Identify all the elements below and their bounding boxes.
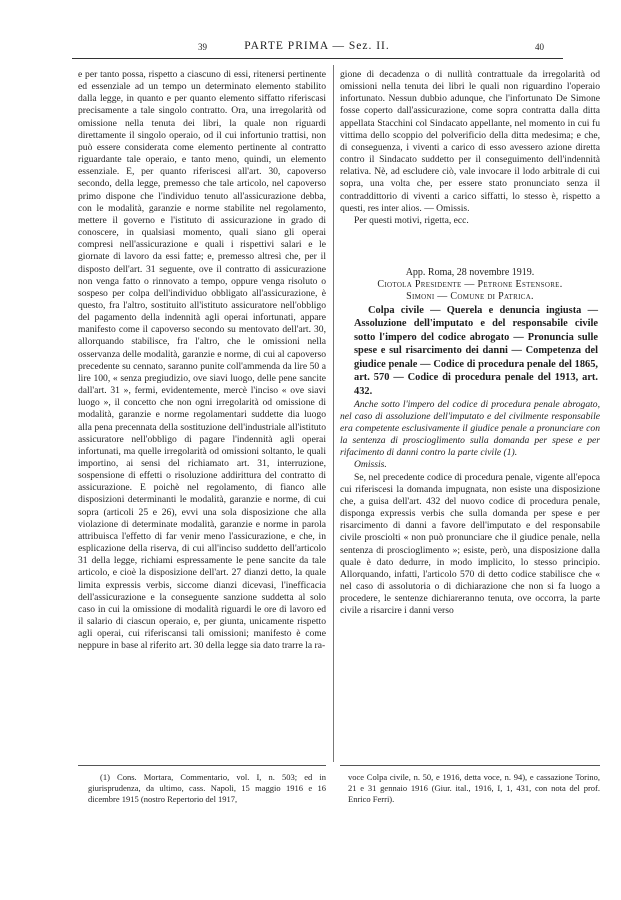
left-paragraph-1: e per tanto possa, rispetto a ciascuno di essi, ritenersi pertinente ed essenziale ad un tempo un determinato elemento stabilito dalla legge, in quanto e per quanto elemento siffatto riferiscasi precisamente a tale singolo contratto. Ora, una irregolarità od omissione nella tenuta dei libri, la quale non riguardi direttamente il singolo operaio, od il cui infortunio trattisi, non può essere considerata come elemento pertinente al contratto riguardante tale operaio, e tanto meno, quindi, un elemento essenziale. E, per quanto riferiscesi all'art. 30, capoverso secondo, della legge, premesso che tale articolo, nel capoverso primo dispone che l'individuo tenuto all'assicurazione debba, con le modalità, garanzie e norme stabilite nel regolamento, mettere il governo e l'istituto di assicurazione in grado di conoscere, in qualsiasi momento, quali siano gli operai compresi nell'assicurazione e quali i rispettivi salari e le giornate di lavoro da essi fatte; e, premesso altresì che, per il disposto dell'art. 31 seguente, ove il contratto di assicurazione non venga fatto o rinnovato a tempo, oppure venga risoluto o sospeso per colpa dell'individuo obbligato all'assicurazione, è questo, fra l'altro, sostituito all'istituto assicuratore nell'obbligo del pagamento della indennità agli operai infortunati, appare manifesto come il capoverso secondo su mentovato dell'art. 30, allorquando stabilisce, fra l'altro, che le omissioni nella osservanza delle modalità, garanzie e norme, di cui al capoverso precedente su cennato, saranno punite coll'ammenda da lire 50 a lire 100, « senza pregiudizio, ove siavi luogo, delle pene sancite dall'art. 31 », fermi, evidentemente, mercè l'inciso « ove siavi luogo », il concetto che non ogni irregolarità od omissione di modalità, garanzie e norme regolamentari suddette dia luogo alla pena precennata della sostituzione dell'industriale all'istituto assicuratore nell'obbligo di pagare l'indennità agli operai infortunati, ma quelle irregolarità od omissioni soltanto, le quali importino, ai sensi del richiamato art. 31, interruzione, sospensione di effetti o risoluzione addirittura del contratto di assicurazione. E poichè nel regolamento, di fianco alle disposizioni determinanti le modalità, garanzie e norme, di cui sopra (articoli 25 e 26), evvi una sola disposizione che alla violazione di determinate modalità, garanzie e norme in parola attribuisca l'effetto di far venir meno l'assicurazione, e che, in esplicazione della riserva, di cui all'inciso suddetto dell'articolo 31 della legge, richiami espressamente le pene sancite da tale articolo, e cioè la disposizione dell'art. 27 dianzi detto, la quale limita expressis verbis, siccome dianzi dicevasi, l'inefficacia dell'assicurazione e la conseguente sanzione suddetta al solo caso in cui la omissione di modalità riguardi le ore di lavoro ed il salario di ciascun operaio, e, per giunta, unicamente rispetto agli operai, cui riferiscansi tali omissioni; manifesto è come neppure in base al riferito art. 30 della legge sia dato trarre la ra-	[78, 69, 326, 652]
right-column	[340, 69, 600, 617]
right-paragraph-1: gione di decadenza o di nullità contrattuale da irregolarità od omissioni nella tenuta dei libri le quali non riguardino l'operaio infortunato. Nessun dubbio adunque, che l'infortunato De Simone fosse coperto dall'assicurazione, come sopra contratta dalla ditta appellata Stacchini col Sindacato appellante, nel momento in cui fu vittima dello scoppio del polverificio della ditta medesima; e che, di conseguenza, i viventi a carico di esso avessero azione diretta contro il Sindacato suddetto per il conseguimento dell'indennità relativa. Nè, ad escludere ciò, vale invocare il lodo arbitrale di cui sopra, una volta che, per essere stato pronunciato senza il contraddittorio di viventi a carico siffatti, lo stesso è, rispetto a questi, res inter alios. — Omissis.	[340, 69, 600, 214]
headnote: Colpa civile — Querela e denuncia ingiusta — Assoluzione dell'imputato e del responsabile civile sotto l'impero del codice abrogato — Pronuncia sulle spese e sul risarcimento dei danni — Competenza del giudice penale — Codice di procedura penale del 1865, art. 570 — Codice di procedura penale del 1913, art. 432.	[354, 304, 598, 398]
right-paragraph-2: Per questi motivi, rigetta, ecc.	[354, 214, 469, 226]
massima: Anche sotto l'impero del codice di procedura penale abrogato, nel caso di assoluzione dell'imputato e del civilmente responsabile era competente esclusivamente il giudice penale a pronunciare con la sentenza di proscioglimento sulla domanda per spese e per rifacimento di danni contro la parte civile (1).	[340, 398, 600, 459]
footnote-rule-right	[340, 765, 600, 766]
footnote-left	[88, 772, 326, 805]
court-judges: Ciotola Presidente — Petrone Estensore.	[377, 279, 563, 291]
footnote-rule-left	[78, 765, 326, 766]
running-title: PARTE PRIMA — Sez. II.	[244, 40, 390, 52]
header-rule	[72, 58, 563, 59]
column-divider	[333, 65, 334, 762]
footnote-right	[348, 772, 600, 805]
running-header	[70, 40, 564, 58]
right-page-number: 40	[535, 42, 544, 52]
omissis: Omissis.	[354, 459, 387, 471]
decision-body: Se, nel precedente codice di procedura penale, vigente all'epoca cui riferiscesi la domanda impugnata, non esiste una disposizione che, a guisa dell'art. 432 del nuovo codice di procedura penale, disponga expressis verbis che sulla domanda per spese e per risarcimento di danni a favore dell'imputato e del responsabile civile prosciolti « non può pronunciare che il giudice penale, nella sentenza di proscioglimento »; esiste, però, una disposizione dalla quale è dato dedurre, in modo implicito, lo stesso principio. Allorquando, infatti, l'articolo 570 di detto codice stabilisce che « nel caso di assolutoria o di dichiarazione che non si fa luogo a procedere, le sentenze dichiareranno tenuta, ove occorra, la parte civile a risarcire i danni verso	[340, 471, 600, 617]
court-heading	[340, 267, 600, 303]
left-column	[78, 69, 326, 653]
court-parties: Simoni — Comune di Patrica.	[406, 291, 534, 303]
footnote-left-text: (1) Cons. Mortara, Commentario, vol. I, n. 503; ed in giurisprudenza, da ultimo, cass. Napoli, 15 maggio 1916 e 16 dicembre 1915 (nostro Repertorio del 1917,	[88, 772, 326, 804]
left-page-number: 39	[198, 42, 207, 52]
footnote-right-text: voce Colpa civile, n. 50, e 1916, detta voce, n. 94), e cassazione Torino, 21 e 31 gennaio 1916 (Giur. ital., 1916, I, 1, 431, con nota del prof. Enrico Ferri).	[348, 772, 600, 804]
court-date: App. Roma, 28 novembre 1919.	[405, 267, 535, 279]
